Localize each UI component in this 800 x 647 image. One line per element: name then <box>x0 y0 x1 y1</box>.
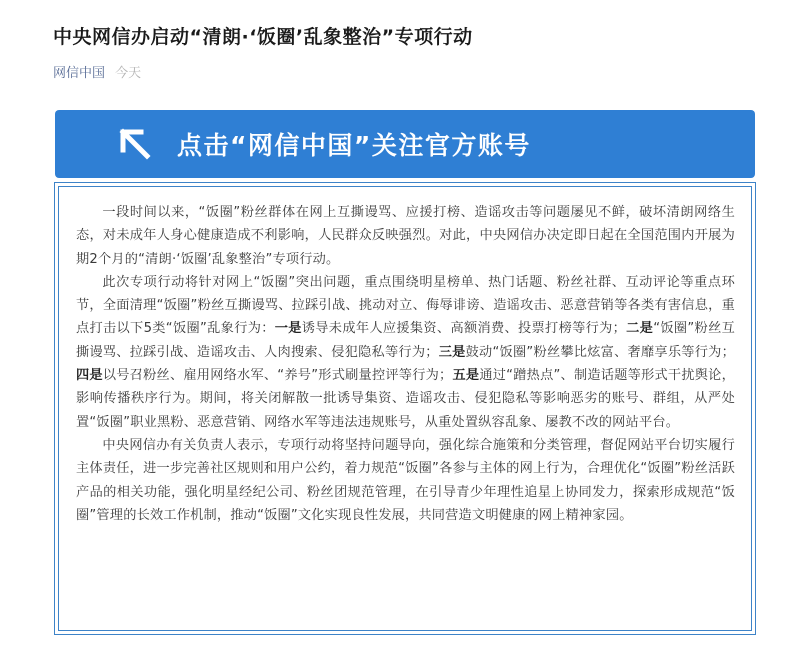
item-5-label: 五是 <box>452 368 480 384</box>
article-body <box>58 186 752 631</box>
item-5-text: 通过“蹭热点”、制造话题等形式干扰舆论，影响传播秩序行为。期间，将关闭解散一批诱导集资、造谣攻击、侵犯隐私等影响恶劣的账号、群组，从严处置“饭圈”职业黑粉、恶意营销、网络水军等违法违规账号，从重处置纵容乱象、屡教不改的网站平台。 <box>76 368 735 430</box>
item-2-label: 二是 <box>626 321 654 337</box>
paragraph-1: 一段时间以来，“饭圈”粉丝群体在网上互撕谩骂、应援打榜、造谣攻击等问题屡见不鲜，破坏清朗网络生态，对未成年人身心健康造成不利影响，人民群众反映强烈。对此，中央网信办决定即日起在全国范围内开展为期2个月的“清朗·‘饭圈’乱象整治”专项行动。 <box>76 205 735 267</box>
item-4-text: 以号召粉丝、雇用网络水军、“养号”形式刷量控评等行为； <box>102 368 453 384</box>
follow-banner[interactable] <box>55 110 755 178</box>
paragraph-2 <box>76 271 735 434</box>
item-4-label: 四是 <box>76 368 103 384</box>
article-meta <box>53 62 141 81</box>
item-1-text: 诱导未成年人应援集资、高额消费、投票打榜等行为； <box>301 321 627 337</box>
item-3-label: 三是 <box>438 344 466 360</box>
account-name-link[interactable]: 网信中国 <box>53 66 106 81</box>
item-1-label: 一是 <box>274 321 302 337</box>
publish-time: 今天 <box>115 66 142 81</box>
arrow-up-left-icon <box>115 124 155 164</box>
paragraph-2-intro: 此次专项行动将针对网上“饭圈”突出问题，重点围绕明星榜单、热门话题、粉丝社群、互动评论等重点环节，全面清理“饭圈”粉丝互撕谩骂、拉踩引战、挑动对立、侮辱诽谤、造谣攻击、恶意营销等各类有害信息，重点打击以下5类“饭圈”乱象行为： <box>76 274 735 337</box>
article-body-frame <box>54 182 756 635</box>
item-2-text: “饭圈”粉丝互撕谩骂、拉踩引战、造谣攻击、人肉搜索、侵犯隐私等行为； <box>76 321 735 360</box>
article-title: 中央网信办启动“清朗·‘饭圈’乱象整治”专项行动 <box>53 26 473 48</box>
follow-banner-text: 点击“网信中国”关注官方账号 <box>177 131 531 160</box>
paragraph-3: 中央网信办有关负责人表示，专项行动将坚持问题导向，强化综合施策和分类管理，督促网站平台切实履行主体责任，进一步完善社区规则和用户公约，着力规范“饭圈”各参与主体的网上行为，合理优化“饭圈”粉丝活跃产品的相关功能，强化明星经纪公司、粉丝团规范管理，在引导青少年理性追星上协同发力，探索形成规范“饭圈”管理的长效工作机制，推动“饭圈”文化实现良性发展，共同营造文明健康的网上精神家园。 <box>76 437 735 523</box>
item-3-text: 鼓动“饭圈”粉丝攀比炫富、奢靡享乐等行为； <box>465 344 735 360</box>
